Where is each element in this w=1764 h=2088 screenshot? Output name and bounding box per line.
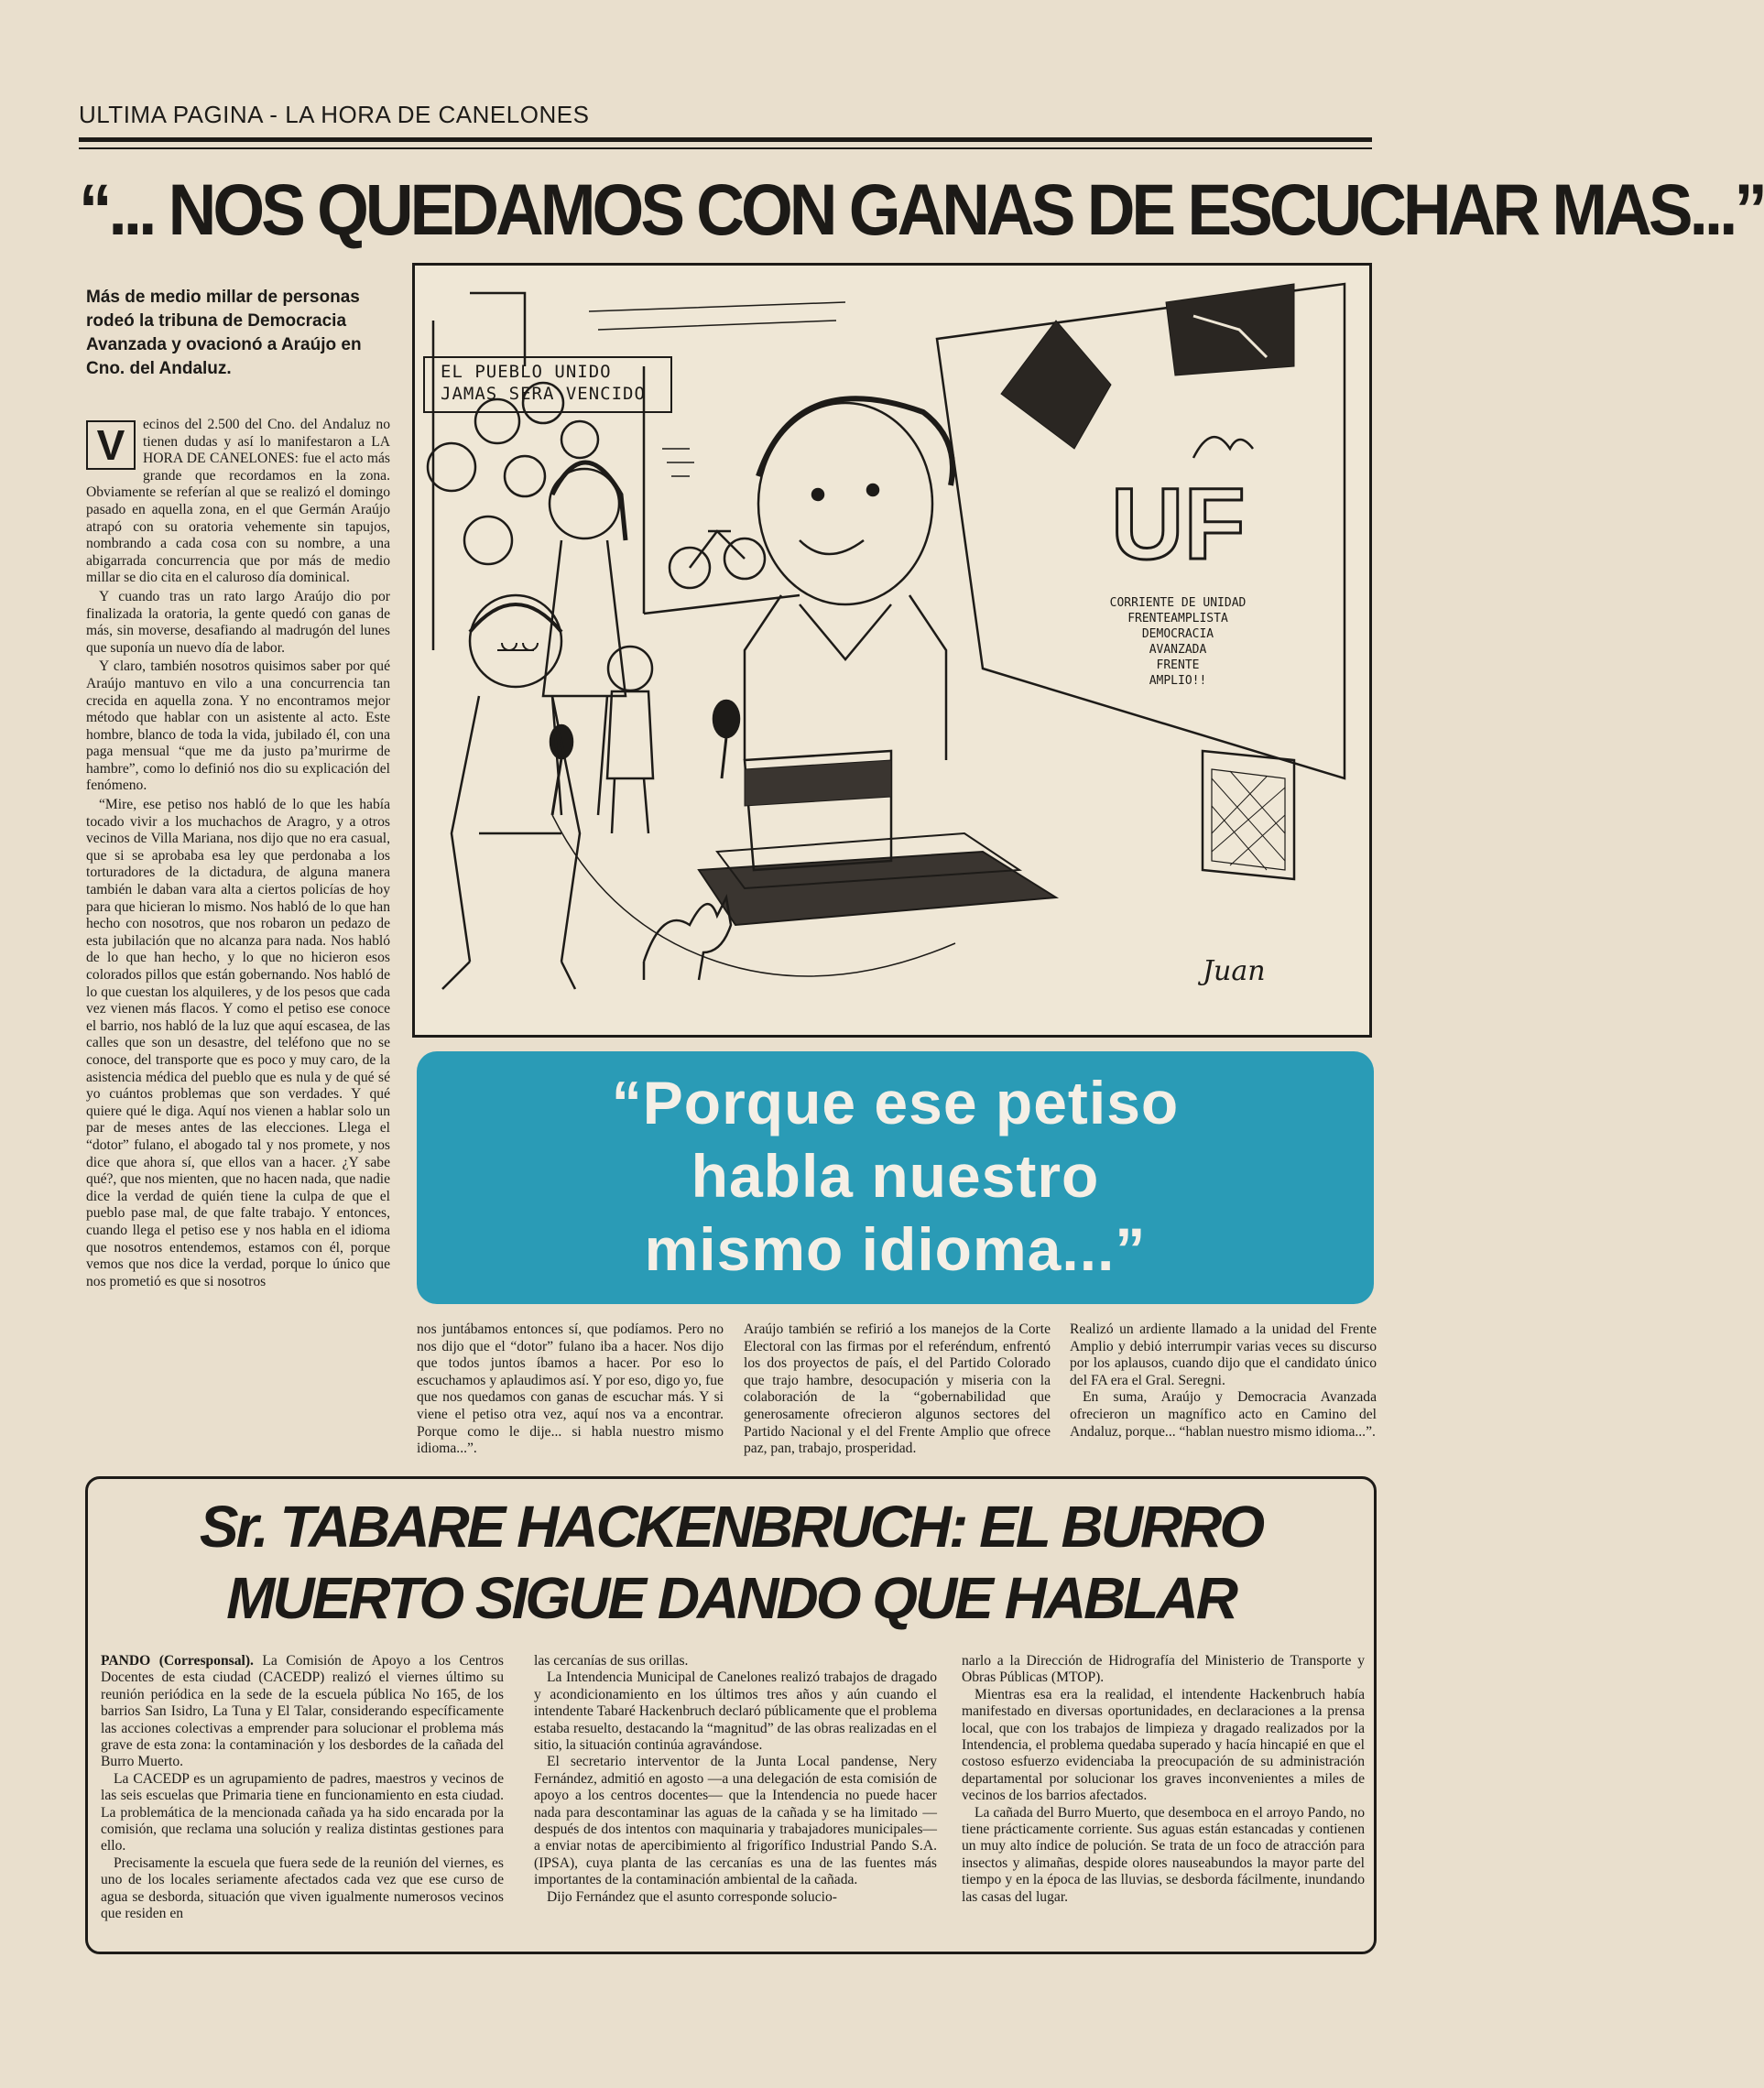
paragraph: Y cuando tras un rato largo Araújo dio por finalizada la oratoria, la gente quedó con ganas de más, sin moverse, desafiando al madrugón del lunes que suponía un nuevo día de labor. bbox=[86, 588, 390, 656]
paragraph: Y claro, también nosotros quisimos saber por qué Araújo mantuvo en vilo a una concurrencia tan crecida en aquella zona. Y no encontramos mejor método que hablar con un asistente al acto. Este hombre, blanco de toda la vida, jubilado él, con una paga mensual “que me da justo pa’murirme de hambre”, como lo definió nos dio su explicación del fenómeno. bbox=[86, 658, 390, 794]
drop-cap: V bbox=[86, 420, 136, 470]
artist-signature: Juan bbox=[1203, 955, 1266, 987]
story2-column-1: PANDO (Corresponsal). La Comisión de Apoyo a los Centros Docentes de esta ciudad (CACEDP) realizó el viernes último su reunión periódica en la sede de la escuela pública No 165, de los barrios San Isidro, La Tuna y El Talar, considerando específicamente las acciones colectivas a emprender para solucionar el problema más grave de esta zona: la contaminación y los desbordes de la cañada del Burro Muerto. La CACEDP es un agrupamiento de padres, maestros y vecinos de las seis escuelas que Primaria tiene en funcionamiento en esta ciudad. La problemática de la mencionada cañada ya ha sido encarada por la comisión, que reclama una solución y realiza distintas gestiones para ello. Precisamente la escuela que fuera sede de la reunión del viernes, es uno de los locales seriamente afectados cada vez que ese curso de agua se desborda, situación que viven igualmente numerosos vecinos que residen en bbox=[101, 1653, 504, 1922]
story2-headline: Sr. TABARE HACKENBRUCH: EL BURRO MUERTO SIGUE DANDO QUE HABLAR bbox=[199, 1494, 1263, 1631]
story2-column-3: narlo a la Dirección de Hidrografía del Ministerio de Transporte y Obras Públicas (MTOP). Mientras esa era la realidad, el intendente Hackenbruch había manifestado en diversas oportunidades, en declaraciones a la prensa local, que con los trabajos de limpieza y dragado realizados por la Intendencia, el problema quedaba superado y hacía hincapié en que el costoso esfuerzo evidenciaba la preocupación de su administración departamental por solucionar los graves inconvenientes a miles de vecinos de los barrios afectados. La cañada del Burro Muerto, que desemboca en el arroyo Pando, no tiene prácticamente corriente. Sus aguas están estancadas y contienen un muy alto índice de polución. Se trata de un foco de atracción para insectos y alimañas, despide olores nauseabundos la mayor parte del tiempo y en la época de las lluvias, se desborda fácilmente, inundando las casas del lugar. bbox=[962, 1653, 1365, 1905]
cartoon-banner-text: EL PUEBLO UNIDO JAMAS SERA VENCIDO bbox=[441, 362, 646, 404]
story1-column-1 bbox=[86, 417, 390, 1465]
header-rule-thick bbox=[79, 137, 1372, 142]
running-head: ULTIMA PAGINA - LA HORA DE CANELONES bbox=[79, 101, 590, 128]
pull-quote: “Porque ese petiso habla nuestro mismo idioma...” bbox=[417, 1051, 1374, 1304]
story2-column-2: las cercanías de sus orillas. La Intendencia Municipal de Canelones realizó trabajos de dragado y acondicionamiento en los últimos tres años y aún cuando el intendente Tabaré Hackenbruch declaró públicamente que el problema estaba resuelto, destacando la “magnitud” de las obras realizadas en el sitio, la situación continúa agravándose. El secretario interventor de la Junta Local pandense, Nery Fernández, admitió en agosto —a una delegación de esta comisión de apoyo a los centros docentes— que la Intendencia no puede hacer nada para descontaminar las aguas de la cañada y se ha limitado —después de dos intentos con maquinaria y trabajadores municipales— a enviar notas de apercibimiento al frigorífico Industrial Pando S.A. (IPSA), cuya planta de las cercanías es una de las fuentes más importantes de la contaminación ambiental de la cañada. Dijo Fernández que el asunto corresponde solucio- bbox=[534, 1653, 937, 1905]
cartoon-board-text: CORRIENTE DE UNIDAD FRENTEAMPLISTA DEMOCRACIA AVANZADA FRENTE AMPLIO!! bbox=[1109, 596, 1247, 688]
byline: PANDO (Corresponsal). bbox=[101, 1653, 254, 1669]
story1-column-3: Araújo también se refirió a los manejos de la Corte Electoral con las firmas por el referéndum, enfrentó los dos proyectos de país, el del Partido Colorado que trajo hambre, desocupación y miseria con la colaboración de la “gobernabilidad que generosamente ofrecieron algunos sectores del Partido Nacional y el del Frente Amplio que ofrece paz, pan, trabajo, prosperidad. bbox=[744, 1321, 1051, 1457]
story1-column-2: nos juntábamos entonces sí, que podíamos. Pero no nos dijo que el “dotor” fulano iba a hacer. Nos dijo que todos juntos íbamos a hacer. Por eso lo escuchamos y aplaudimos así. Y por eso, digo yo, fue que nos quedamos con ganas de escuchar más. Y si viene el petiso otra vez, aquí nos va a encontrar. Porque como le dije... si habla nuestro mismo idioma...”. bbox=[417, 1321, 724, 1457]
lead-paragraph: V ecinos del 2.500 del Cno. del Andaluz no tienen dudas y así lo manifestaron a LA HORA DE CANELONES: fue el acto más grande que recordamos en la zona. Obviamente se referían al que se realizó el domingo pasado en aquella zona, en el que Germán Araújo atrapó con su oratoria vehemente sin tapujos, nombrando a cada cosa con su nombre, a una abigarrada concurrencia que por más de medio millar se dio cita en el caluroso día dominical. bbox=[86, 417, 390, 586]
main-headline: “... NOS QUEDAMOS CON GANAS DE ESCUCHAR MAS...” bbox=[79, 169, 1764, 251]
header-rule-thin bbox=[79, 147, 1372, 149]
uf-logo-shape: UF bbox=[1111, 468, 1246, 581]
story-deck: Más de medio millar de personas rodeó la tribuna de Democracia Avanzada y ovacionó a Araújo en Cno. del Andaluz. bbox=[86, 288, 362, 378]
story1-column-4: Realizó un ardiente llamado a la unidad del Frente Amplio y debió interrumpir varias veces su discurso por los aplausos, cuando dijo que el candidato único del FA era el Gral. Seregni. En suma, Araújo y Democracia Avanzada ofrecieron un magnífico acto en Camino del Andaluz, porque... “hablan nuestro mismo idioma...”. bbox=[1070, 1321, 1377, 1440]
cartoon-illustration bbox=[412, 263, 1372, 1038]
paragraph: “Mire, ese petiso nos habló de lo que les había tocado vivir a los muchachos de Aragro, y a otros vecinos de Villa Mariana, nos dijo que no era casual, que si se aprobaba esa ley que perdonaba a los torturadores de la dictadura, de alguna manera también le daban vara alta a ciertos policías de hoy para que hicieran lo mismo. Nos habló de lo que han hecho con nosotros, que nos robaron un pedazo de esta jubilación que no alcanza para nada. Nos habló de lo que han hecho, y lo que no hicieron esos colorados pillos que están gobernando. Nos habló de lo que cuestan los alquileres, y de los pesos que cada vez vienen más flacos. Y como el petiso ese conoce el barrio, nos habló de la luz que aquí escasea, de las calles que son un desastre, del teléfono que no se conoce, del transporte que es poco y muy caro, de la asistencia médica del pueblo que es nula y de qué sé yo cuántos problemas que son verdades. Y qué quiere qué le diga. Aquí nos vienen a hablar solo un par de meses antes de las elecciones. Llega el “dotor” fulano, el abogado tal y nos promete, y nos dice que ahora sí, que ellos van a hacer. ¿Y sabe qué?, que nos mienten, que no hacen nada, que nadie dice la verdad de quién tiene la culpa de que el pueblo pase mal, de que falte trabajo. Y entonces, cuando llega el petiso ese y nos habla en el idioma que nosotros entendemos, estamos con él, porque vemos que nos dice la verdad, porque lo único que nos prometió es que si nosotros bbox=[86, 797, 390, 1289]
